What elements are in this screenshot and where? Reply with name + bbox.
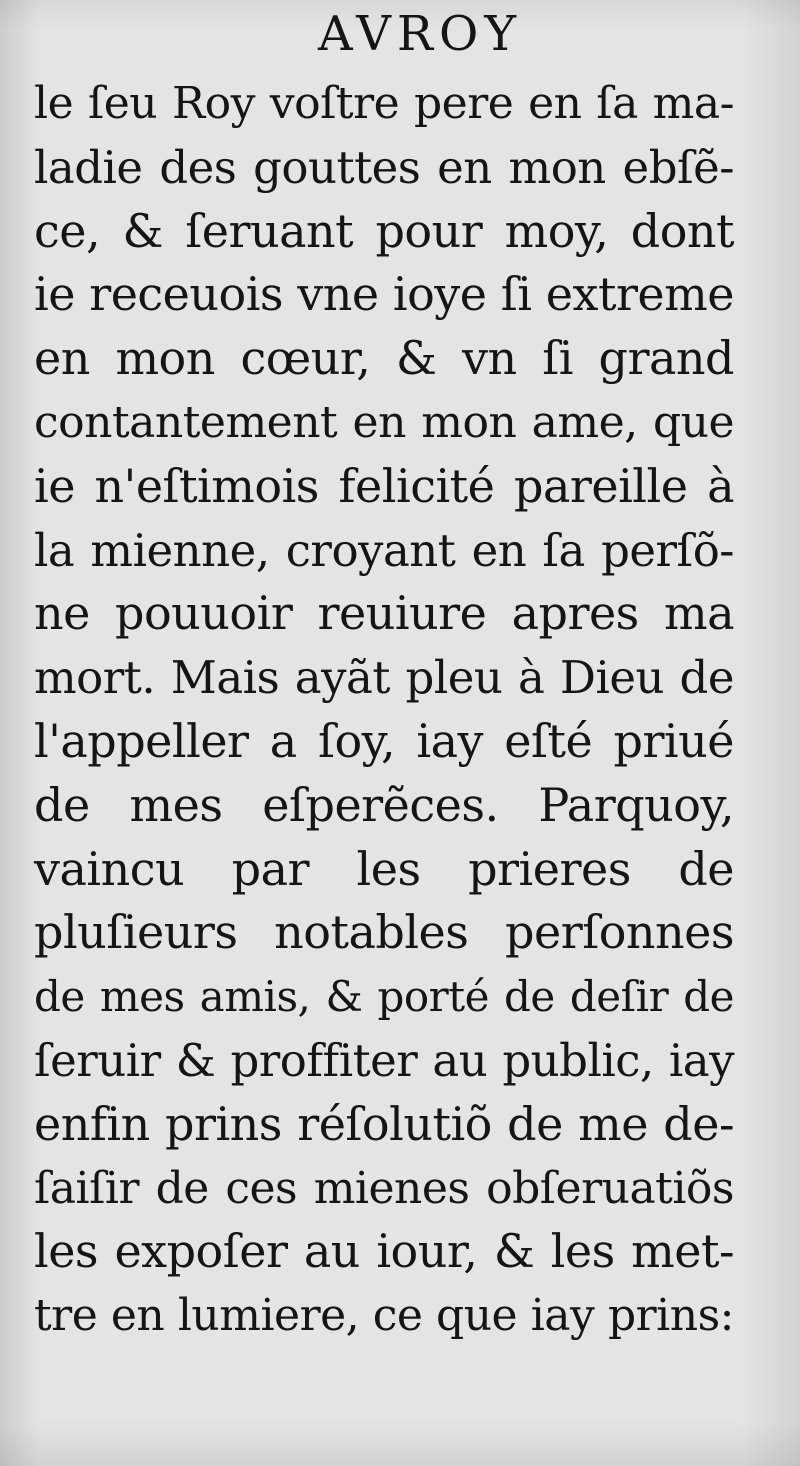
text-line: ie receuois vne ioye ſi extreme	[34, 267, 734, 322]
text-line: tre en lumiere, ce que iay prins:	[34, 1290, 734, 1342]
text-line: mort. Mais ayãt pleu à Dieu de	[34, 651, 734, 705]
text-line: ce, & ſeruant pour moy, dont	[34, 203, 734, 258]
text-line: ſeruir & proffiter au public, iay	[34, 1033, 734, 1087]
text-line: ne pouuoir reuiure apres ma	[34, 586, 734, 641]
text-line: les expoſer au iour, & les met-	[34, 1224, 734, 1279]
text-line: en mon cœur, & vn ſi grand	[34, 331, 734, 386]
running-head: AVROY	[317, 6, 523, 62]
body-text	[34, 72, 734, 1348]
text-line: de mes amis, & porté de deſir de	[34, 972, 734, 1022]
text-line: l'appeller a ſoy, iay eſté priué	[34, 713, 734, 768]
text-line: ladie des gouttes en mon ebſẽ-	[34, 140, 734, 194]
text-line: le ſeu Roy voſtre pere en ſa ma-	[34, 78, 734, 129]
text-line: la mienne, croyant en ſa perſõ-	[34, 523, 734, 577]
text-line: vaincu par les prieres de	[34, 841, 734, 896]
text-line: pluſieurs notables perſonnes	[34, 905, 734, 960]
text-line: de mes eſperẽces. Parquoy,	[34, 777, 734, 832]
text-line: ie n'eſtimois felicité pareille à	[34, 458, 734, 513]
text-line: enfin prins réſolutiõ de me de-	[34, 1096, 734, 1151]
text-line: ſaiſir de ces mienes obſeruatiõs	[34, 1162, 734, 1214]
text-line: contantement en mon ame, que	[34, 396, 734, 448]
